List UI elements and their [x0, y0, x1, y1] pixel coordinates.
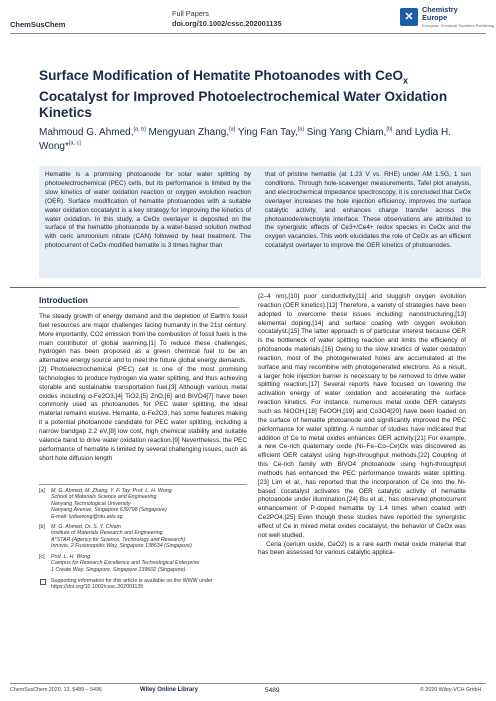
- footer-copyright: © 2020 Wiley-VCH GmbH: [420, 687, 482, 693]
- footnote-text: Prof. L. H. Wong Campus for Research Excellence and Technological Enterprise 1 Create Way, Singapore, Singapore 139602 (Singapore): [51, 554, 200, 573]
- title-rest: Cocatalyst for Improved Photoelectrochemical Water Oxidation Kinetics: [39, 88, 448, 120]
- footnote-text: M. G. Ahmed, M. Zhang, Y. F. Tay, Prof. L. H. Wong School of Materials Science and Engineering Nanyang Technological University Nanyang Avenue, Singapore 639798 (Singapore) E-mail: lydiawong@ntu.edu.sg: [51, 488, 172, 520]
- author-name[interactable]: Mengyuan Zhang,: [148, 127, 230, 138]
- article-title: [39, 68, 479, 121]
- author-affiliation: [a]: [297, 126, 304, 133]
- author-affiliation: [b]: [386, 126, 393, 133]
- header-divider: [10, 33, 486, 34]
- article-meta: [172, 9, 282, 29]
- footer-divider: [10, 683, 486, 684]
- logo-text-3: European Chemical Societies Publishing: [422, 23, 495, 28]
- intro-paragraph: The steady growth of energy demand and the depletion of Earth's fossil fuel resources are major challenges facing humanity in the 21st century. More importantly, CO2 emission from the combustion of fossil fuels is the main contributor of global warming.[1] To reduce these challenges, hydrogen has been proposed as a green chemical fuel to be an alternative energy source and to meet the future global energy demands.[2] Photoelectrochemical (PEC) cell is one of the most promising technologies to produce hydrogen via water splitting, and thus achieving storable and sustainable transportation fuel.[3] Although various metal oxides including α-Fe2O3,[4] TiO2,[5] ZnO,[6] and BiVO4[7] have been commonly used as photoanodes for PEC water splitting, the ideal material remains elusive. Hematite, α-Fe2O3, has some features making it a potential photoanode candidate for PEC water splitting, including a narrow bandgap 2.2 eV,[8] low cost, high chemical stability and suitable valence band to drive water oxidation reaction.[9] Nevertheless, the PEC performance of hematite is limited by several challenging issues, such as short hole diffusion length: [39, 313, 247, 462]
- heading-underline: [39, 307, 239, 308]
- section-divider: [10, 287, 486, 288]
- footnote-text: M. G. Ahmed, Dr. S. Y. Chiam Institute of Materials Research and Engineering A*STAR (Agency for Science, Technology and Research) Innovis, 2 Fusionopolis Way, Singapore 138634 (Singapore): [51, 524, 192, 550]
- author-name[interactable]: Sing Yang Chiam,: [306, 127, 387, 138]
- intro-paragraph-2: (2–4 nm),[10] poor conductivity,[11] and sluggish oxygen evolution reaction (OER kinetics).[12] Therefore, a variety of strategies have been adopted to overcome these issues including: nanostructuring,[13] elemental doping,[14] and surface coating with oxygen evolution cocatalyst.[15] The latter approach is of particular interest because OER is the bottleneck of water splitting reaction and limits the efficiency of photoanode materials.[16] Owing to the slow kinetics of water oxidation reaction, most of the photogenerated holes are accumulated at the surface and may recombine with photogenerated electrons. As a result, a larger hole injection barrier is necessary to be removed to drive water splitting reaction.[17] Several reports have focused on lowering the activation energy of water oxidation and accelerating the surface reaction kinetics. For instance, numerous metal oxide OER catalysts such as NiOOH,[18] FeOOH,[19] and Co3O4[20] have been loaded on the surface of hematite photoanode and significantly improved the PEC performance for water splitting. A number of studies have indicated that addition of Ce to metal oxides enhances OER activity.[21] For example, a new Ce-rich quaternary oxide (Ni–Fe–Co–Ce)Ox was discovered as efficient OER catalyst using high-throughput methods.[22] Coupling of this Ce-rich family with BiVO4 photoanode using high-throughput methods has enhanced the PEC performance towards water splitting.[23] Lim et al., has reported that the incorporation of Ce into the Ni-based cocatalyst activates the OER catalytic activity of hematite photoanode under illumination.[24] Bu et al., has observed photocurrent enhancement of P-doped hematite by 1.4 times when coated with Ce2PO4.[25] Even though these studies have reported the synergistic effect of Ce in mixed metal oxides cocatalyst, the behavior of CeOx was not well studied.: [258, 293, 466, 539]
- footnote-b: [39, 524, 247, 550]
- author-name[interactable]: and Lydia H. Wong*: [39, 127, 452, 152]
- footnote-key: [b]: [39, 524, 45, 530]
- title-subscript: x: [403, 75, 409, 86]
- footer-citation: ChemSusChem 2020, 13, 5489 – 5496: [10, 687, 102, 693]
- page-number: 5489: [265, 687, 280, 694]
- footnote-c: [39, 554, 247, 573]
- abstract-right: that of pristine hematite (at 1.23 V vs. RHE) under AM 1.5G, 1 sun conditions. Through hole-scavenger measurements, Tafel plot analysis, and electrochemical impedance spectroscopy, it is concluded that CeOx overlayer increases the hole injection efficiency, improves the surface catalytic activity, and enhances charge transfer across the photoanode/electrolyte interface. These observations are attributed to the synergistic effects of Ce3+/Ce4+ redox species in CeOx and the oxygen vacancies. This work elucidates the role of CeOx as an efficient cocatalyst overlayer to improve the OER kinetics of photoanodes.: [265, 171, 471, 250]
- title-main: Surface Modification of Hematite Photoanodes with CeO: [39, 68, 404, 83]
- author-name[interactable]: Mahmoud G. Ahmed,: [39, 127, 134, 138]
- supporting-info-icon: [40, 579, 46, 585]
- author-affiliation: [a]: [229, 126, 236, 133]
- body-column-left: [39, 313, 247, 463]
- logo-text-1: Chemistry: [422, 5, 458, 14]
- abstract-left: Hematite is a promising photoanode for solar water splitting by photoelectrochemical (PEC) cells, but its performance is limited by the slow kinetics of water oxidation reaction or oxygen evolution reaction (OER). Surface modification of hematite photoanodes with a suitable water oxidation cocatalyst is a key strategy for improving the kinetics of water oxidation. In this study, a CeOx overlayer is deposited on the surface of the hematite photoanode by a water-based solution method with ceric ammonium nitrate (CAN) followed by heat treatment. The photocurrent of CeOx-modified hematite is 3 times higher than: [45, 171, 251, 250]
- introduction-heading: Introduction: [39, 295, 88, 305]
- author-affiliation: [a, b]: [133, 126, 146, 133]
- publisher-logo: [400, 4, 495, 32]
- journal-name: ChemSusChem: [10, 20, 66, 29]
- supporting-info-text[interactable]: Supporting information for this article is available on the WWW under https://doi.org/10.1002/cssc.202001135: [51, 578, 213, 591]
- footnote-key: [c]: [39, 554, 45, 560]
- doi-link[interactable]: doi.org/10.1002/cssc.202001135: [172, 19, 282, 28]
- footnote-key: [a]: [39, 488, 45, 494]
- author-affiliation: [a, c]: [68, 140, 81, 147]
- footnote-a: [39, 488, 247, 520]
- intro-paragraph-3: Ceria (cerium oxide, CeO2) is a rare earth metal oxide material that has been assessed for various catalytic applica-: [258, 540, 466, 557]
- author-list: [39, 126, 479, 154]
- chemistry-europe-logo-icon: ✕: [400, 8, 418, 26]
- footer-library[interactable]: Wiley Online Library: [140, 687, 198, 693]
- body-column-right: [258, 293, 466, 558]
- logo-text-2: Europe: [422, 13, 448, 22]
- supporting-info: [39, 578, 247, 591]
- abstract-box: [39, 166, 481, 278]
- author-name[interactable]: Ying Fan Tay,: [237, 127, 298, 138]
- footnote-divider: [39, 484, 247, 485]
- section-label: Full Papers: [172, 9, 209, 18]
